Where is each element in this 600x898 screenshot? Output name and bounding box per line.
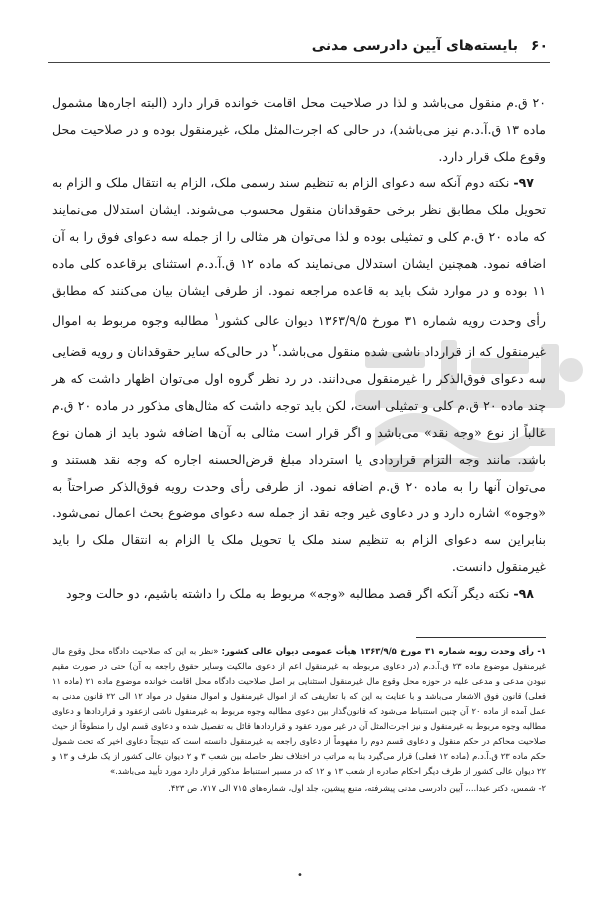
footnote-text: «نظر به این که صلاحیت دادگاه محل وقوع مال غیرمنقول موضوع ماده ۲۳ ق.آ.د.م (در دعاوی مربوطه به غیرمنقول اعم از دعوی مالکیت وسایر حقوق راجعه به آن) حتی در صورت مقیم نبودن مدعی و مدعی علیه در حوزه محل وقوع مال غیرمنقول استثنایی بر اصل صلاحیت دادگاه محل اقامت خوانده موضوع ماده ۲۱ (ماده ۱۱ فعلی) قانون فوق الاشعار می‌باشد و با عنایت به این که با تعاریفی که از اموال غیرمنقول و اموال منقول در مواد ۱۲ الی ۲۲ قانون مدنی به عمل آمده از ماده ۲۰ آن چنین استنباط می‌شود که قانون‌گذار بین دعوی مطالبه وجوه مربوط به غیرمنقول ناشی ازعقود و قراردادها و دعاوی مطالبه وجوه مربوط به غیرمنقول و نیز اجرت‌المثل آن در غیر مورد عقود و قراردادها قائل به تفصیل شده و دعاوی قسم اول را منطوقاً از حیث صلاحیت محاکم در حکم منقول و دعاوی قسم دوم را مفهوماً از دعاوی راجعه به غیرمنقول دانسته است که نتیجتاً دعاوی اخیر که تحت شمول حکم ماده ۲۳ ق.آ.د.م (ماده ۱۲ فعلی) قرار می‌گیرد بنا به مراتب در اختلاف نظر حاصله بین شعب ۳ و ۲ دیوان عالی کشور از یک طرف و ۱۳ و ۲۲ دیوان عالی کشور از طرف دیگر احکام صادره از شعب ۱۳ و ۱۲ که در مسیر استنباط مذکور قرار دارد مورد تأیید می‌باشد.» bbox=[52, 646, 546, 776]
paragraph-text: نکته دیگر آنکه اگر قصد مطالبه «وجه» مربوط به ملک را داشته باشیم، دو حالت وجود bbox=[66, 585, 514, 601]
book-title: بایسته‌های آیین دادرسی مدنی bbox=[311, 38, 519, 54]
footnote-2: ۲- شمس، دکتر عبدا...، آیین دادرسی مدنی پیشرفته، منبع پیشین، جلد اول، شماره‌های ۷۱۵ الی ۷۱۷، ص ۴۲۳. bbox=[168, 783, 546, 793]
footnotes bbox=[52, 644, 546, 796]
paragraph-text: مطالبه وجوه مربوط به اموال غیرمنقول که از قرارداد ناشی شده منقول می‌باشد. bbox=[52, 313, 546, 360]
section-number: ۹۷- bbox=[513, 175, 534, 191]
paragraph: ۲۰ ق.م منقول می‌باشد و لذا در صلاحیت محل اقامت خوانده قرار دارد (البته اجاره‌ها مشمول ماده ۱۳ ق.آ.د.م نیز می‌باشد)، در حالی که اجرت‌المثل ملک، غیرمنقول بوده و در صلاحیت محل وقوع ملک قرار دارد. bbox=[52, 95, 546, 164]
page-mark: • bbox=[297, 870, 303, 881]
header-rule bbox=[48, 62, 550, 63]
footnote-lead: ۱- رأی وحدت رویه شماره ۳۱ مورخ ۱۳۶۳/۹/۵ هیأت عمومی دیوان عالی کشور: bbox=[221, 646, 546, 656]
paragraph-text: نکته دوم آنکه سه دعوای الزام به تنظیم سند رسمی ملک، الزام به انتقال ملک و الزام به تحویل ملک مطابق نظر برخی حقوقدانان منقول محسوب می‌شوند. ایشان استدلال می‌نمایند که ماده ۲۰ ق.م کلی و تمثیلی بوده و لذا می‌توان هر مثالی را از جمله سه دعوای فوق را به آن اضافه نمود. همچنین ایشان استدلال می‌نمایند که ماده ۱۲ ق.آ.د.م استثنای برقاعده کلی ماده ۱۱ بوده و در موارد شک باید به قاعده مراجعه نمود. از طرفی ایشان بیان می‌کنند که مطابق رأی وحدت رویه شماره ۳۱ مورخ ۱۳۶۳/۹/۵ دیوان عالی کشور bbox=[52, 175, 547, 329]
footnote-rule bbox=[416, 637, 546, 638]
footnote-1 bbox=[52, 644, 546, 779]
page-number: ۶۰ bbox=[530, 38, 548, 54]
footnote-ref: ۱ bbox=[213, 311, 220, 324]
paragraph-text: در حالی‌که سایر حقوقدانان و رویه قضایی سه دعوای فوق‌الذکر را غیرمنقول می‌دانند. در رد نظر گروه اول می‌توان اظهار داشت که هر چند ماده ۲۰ ق.م کلی و تمثیلی است، لکن باید توجه داشت که مثال‌های مذکور در ماده ۲۰ ق.م غالباً از نوع «وجه نقد» می‌باشد و اگر قرار است مثالی به آن‌ها اضافه شود باید از همان نوع باشد. مانند وجه التزام قراردادی یا استرداد مبلغ قرض‌الحسنه اجاره که وجه نقد هستند و می‌توان آنها را به ماده ۲۰ ق.م اضافه نمود. از طرفی رأی وحدت رویه فوق‌الذکر صراحتاً به «وجوه» اشاره دارد و در دعاوی غیر وجه نقد از جمله سه دعوای موضوع بحث اعمال نمی‌شود. بنابراین سه دعوای الزام به تنظیم سند ملک یا تحویل ملک یا الزام به انتقال ملک را باید غیرمنقول دانست. bbox=[52, 344, 546, 574]
running-header bbox=[48, 38, 548, 54]
section-number: ۹۸- bbox=[513, 585, 534, 601]
main-text bbox=[52, 90, 546, 608]
footnote-ref: ۲ bbox=[272, 342, 278, 355]
paragraph bbox=[52, 170, 546, 580]
paragraph bbox=[52, 581, 546, 608]
